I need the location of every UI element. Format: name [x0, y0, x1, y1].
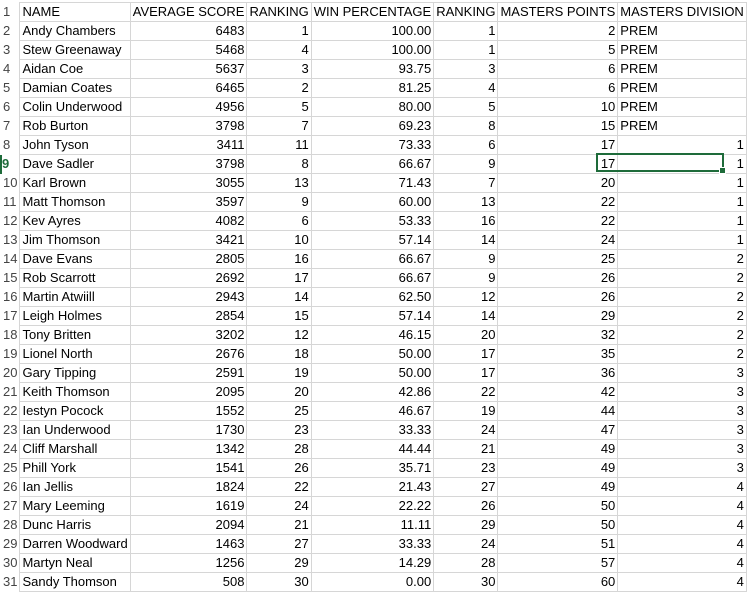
cell-name[interactable]: Ian Underwood	[20, 421, 130, 440]
cell-name[interactable]: Leigh Holmes	[20, 307, 130, 326]
table-row	[1, 250, 746, 269]
cell-win-percentage[interactable]: 46.67	[311, 402, 434, 421]
cell-win-percentage[interactable]: 22.22	[311, 497, 434, 516]
cell-ranking[interactable]: 10	[247, 231, 311, 250]
row-number[interactable]: 3	[1, 41, 20, 60]
cell-masters-division[interactable]: 1	[618, 212, 747, 231]
header-cell-ranking-2[interactable]: RANKING	[434, 3, 498, 22]
cell-masters-points[interactable]: 50	[498, 516, 618, 535]
cell-name[interactable]: Karl Brown	[20, 174, 130, 193]
cell-average-score[interactable]: 1463	[130, 535, 247, 554]
row-number[interactable]: 15	[1, 269, 20, 288]
cell-name[interactable]: Jim Thomson	[20, 231, 130, 250]
row-number[interactable]: 12	[1, 212, 20, 231]
row-number[interactable]: 23	[1, 421, 20, 440]
row-number[interactable]: 28	[1, 516, 20, 535]
cell-win-percentage[interactable]: 0.00	[311, 573, 434, 592]
cell-masters-points[interactable]: 51	[498, 535, 618, 554]
cell-ranking[interactable]: 23	[247, 421, 311, 440]
cell-ranking-2[interactable]: 1	[434, 41, 498, 60]
table-row	[1, 326, 746, 345]
cell-win-percentage[interactable]: 100.00	[311, 22, 434, 41]
cell-name[interactable]: Iestyn Pocock	[20, 402, 130, 421]
table-row	[1, 383, 746, 402]
cell-name[interactable]: Cliff Marshall	[20, 440, 130, 459]
cell-masters-points[interactable]: 15	[498, 117, 618, 136]
cell-ranking-2[interactable]: 14	[434, 307, 498, 326]
cell-win-percentage[interactable]: 57.14	[311, 231, 434, 250]
cell-win-percentage[interactable]: 46.15	[311, 326, 434, 345]
cell-ranking[interactable]: 15	[247, 307, 311, 326]
cell-masters-division[interactable]: 2	[618, 326, 747, 345]
cell-masters-division[interactable]: PREM	[618, 41, 747, 60]
cell-ranking-2[interactable]: 23	[434, 459, 498, 478]
cell-average-score[interactable]: 1342	[130, 440, 247, 459]
cell-ranking-2[interactable]: 30	[434, 573, 498, 592]
cell-masters-division[interactable]: 2	[618, 345, 747, 364]
cell-ranking[interactable]: 30	[247, 573, 311, 592]
cell-average-score[interactable]: 3798	[130, 155, 247, 174]
cell-name[interactable]: Tony Britten	[20, 326, 130, 345]
cell-masters-points[interactable]: 5	[498, 41, 618, 60]
cell-masters-points[interactable]: 24	[498, 231, 618, 250]
cell-ranking-2[interactable]: 9	[434, 250, 498, 269]
header-cell-win-percentage[interactable]: WIN PERCENTAGE	[311, 3, 434, 22]
cell-ranking-2[interactable]: 12	[434, 288, 498, 307]
cell-ranking[interactable]: 14	[247, 288, 311, 307]
table-row	[1, 41, 746, 60]
data-grid	[0, 2, 747, 592]
cell-average-score[interactable]: 2094	[130, 516, 247, 535]
table-row	[1, 573, 746, 592]
table-row	[1, 497, 746, 516]
cell-masters-points[interactable]: 44	[498, 402, 618, 421]
table-row	[1, 117, 746, 136]
cell-average-score[interactable]: 3411	[130, 136, 247, 155]
cell-ranking-2[interactable]: 17	[434, 345, 498, 364]
cell-average-score[interactable]: 2692	[130, 269, 247, 288]
row-number[interactable]: 8	[1, 136, 20, 155]
cell-masters-points[interactable]: 26	[498, 288, 618, 307]
cell-average-score[interactable]: 1730	[130, 421, 247, 440]
header-cell-average-score[interactable]: AVERAGE SCORE	[130, 3, 247, 22]
cell-ranking-2[interactable]: 7	[434, 174, 498, 193]
cell-ranking[interactable]: 13	[247, 174, 311, 193]
row-number[interactable]: 11	[1, 193, 20, 212]
table-row	[1, 516, 746, 535]
cell-masters-division[interactable]: 4	[618, 573, 747, 592]
cell-ranking[interactable]: 19	[247, 364, 311, 383]
cell-average-score[interactable]: 2854	[130, 307, 247, 326]
cell-ranking-2[interactable]: 29	[434, 516, 498, 535]
cell-masters-division[interactable]: 3	[618, 440, 747, 459]
cell-masters-division[interactable]: 1	[618, 174, 747, 193]
cell-win-percentage[interactable]: 57.14	[311, 307, 434, 326]
cell-ranking-2[interactable]: 26	[434, 497, 498, 516]
cell-win-percentage[interactable]: 71.43	[311, 174, 434, 193]
cell-ranking[interactable]: 21	[247, 516, 311, 535]
table-row	[1, 478, 746, 497]
cell-masters-division[interactable]: PREM	[618, 98, 747, 117]
cell-name[interactable]: Dunc Harris	[20, 516, 130, 535]
cell-masters-points[interactable]: 6	[498, 60, 618, 79]
row-number[interactable]: 21	[1, 383, 20, 402]
cell-average-score[interactable]: 5468	[130, 41, 247, 60]
table-row	[1, 22, 746, 41]
table-row	[1, 554, 746, 573]
cell-masters-points[interactable]: 49	[498, 459, 618, 478]
table-row	[1, 174, 746, 193]
cell-ranking[interactable]: 18	[247, 345, 311, 364]
cell-win-percentage[interactable]: 80.00	[311, 98, 434, 117]
cell-masters-division[interactable]: 4	[618, 516, 747, 535]
cell-masters-points[interactable]: 6	[498, 79, 618, 98]
cell-name[interactable]: Mary Leeming	[20, 497, 130, 516]
cell-win-percentage[interactable]: 62.50	[311, 288, 434, 307]
cell-name[interactable]: Andy Chambers	[20, 22, 130, 41]
cell-ranking[interactable]: 11	[247, 136, 311, 155]
cell-name[interactable]: Rob Burton	[20, 117, 130, 136]
table-row	[1, 364, 746, 383]
cell-name[interactable]: Rob Scarrott	[20, 269, 130, 288]
cell-masters-points[interactable]: 60	[498, 573, 618, 592]
cell-average-score[interactable]: 5637	[130, 60, 247, 79]
cell-name[interactable]: John Tyson	[20, 136, 130, 155]
cell-average-score[interactable]: 1541	[130, 459, 247, 478]
cell-win-percentage[interactable]: 33.33	[311, 535, 434, 554]
cell-ranking[interactable]: 12	[247, 326, 311, 345]
cell-masters-division[interactable]: 3	[618, 402, 747, 421]
table-row	[1, 212, 746, 231]
row-number[interactable]: 18	[1, 326, 20, 345]
table-row	[1, 535, 746, 554]
cell-ranking[interactable]: 22	[247, 478, 311, 497]
cell-ranking-2[interactable]: 24	[434, 421, 498, 440]
header-cell-name[interactable]: NAME	[20, 3, 130, 22]
cell-ranking[interactable]: 6	[247, 212, 311, 231]
row-number[interactable]: 26	[1, 478, 20, 497]
table-row	[1, 269, 746, 288]
row-number[interactable]: 14	[1, 250, 20, 269]
cell-win-percentage[interactable]: 53.33	[311, 212, 434, 231]
cell-masters-division[interactable]: 3	[618, 421, 747, 440]
cell-masters-points[interactable]: 29	[498, 307, 618, 326]
cell-ranking-2[interactable]: 22	[434, 383, 498, 402]
cell-win-percentage[interactable]: 42.86	[311, 383, 434, 402]
cell-win-percentage[interactable]: 66.67	[311, 250, 434, 269]
cell-ranking-2[interactable]: 24	[434, 535, 498, 554]
cell-masters-division[interactable]: PREM	[618, 79, 747, 98]
cell-average-score[interactable]: 1256	[130, 554, 247, 573]
cell-name[interactable]: Dave Evans	[20, 250, 130, 269]
cell-masters-division[interactable]: PREM	[618, 22, 747, 41]
header-row	[1, 3, 746, 22]
cell-ranking-2[interactable]: 16	[434, 212, 498, 231]
cell-name[interactable]: Keith Thomson	[20, 383, 130, 402]
cell-average-score[interactable]: 3421	[130, 231, 247, 250]
cell-masters-points[interactable]: 47	[498, 421, 618, 440]
cell-name[interactable]: Aidan Coe	[20, 60, 130, 79]
cell-ranking-2[interactable]: 3	[434, 60, 498, 79]
cell-ranking[interactable]: 5	[247, 98, 311, 117]
cell-ranking-2[interactable]: 13	[434, 193, 498, 212]
cell-masters-points[interactable]: 36	[498, 364, 618, 383]
cell-win-percentage[interactable]: 50.00	[311, 364, 434, 383]
cell-masters-division[interactable]: 1	[618, 231, 747, 250]
cell-masters-division[interactable]: 3	[618, 364, 747, 383]
cell-average-score[interactable]: 2943	[130, 288, 247, 307]
cell-ranking[interactable]: 4	[247, 41, 311, 60]
table-row	[1, 231, 746, 250]
row-number[interactable]: 30	[1, 554, 20, 573]
cell-masters-division[interactable]: 2	[618, 269, 747, 288]
cell-ranking[interactable]: 3	[247, 60, 311, 79]
cell-masters-division[interactable]: 4	[618, 478, 747, 497]
cell-ranking[interactable]: 29	[247, 554, 311, 573]
cell-average-score[interactable]: 1552	[130, 402, 247, 421]
cell-ranking[interactable]: 17	[247, 269, 311, 288]
cell-masters-points[interactable]: 49	[498, 440, 618, 459]
cell-masters-division[interactable]: 4	[618, 554, 747, 573]
cell-ranking-2[interactable]: 8	[434, 117, 498, 136]
cell-ranking-2[interactable]: 1	[434, 22, 498, 41]
cell-win-percentage[interactable]: 69.23	[311, 117, 434, 136]
header-cell-masters-points[interactable]: MASTERS POINTS	[498, 3, 618, 22]
row-number[interactable]: 27	[1, 497, 20, 516]
cell-masters-points[interactable]: 49	[498, 478, 618, 497]
row-number[interactable]: 22	[1, 402, 20, 421]
cell-name[interactable]: Gary Tipping	[20, 364, 130, 383]
cell-win-percentage[interactable]: 21.43	[311, 478, 434, 497]
row-number[interactable]: 2	[1, 22, 20, 41]
table-row	[1, 136, 746, 155]
cell-masters-division[interactable]: PREM	[618, 60, 747, 79]
cell-masters-division[interactable]: 2	[618, 288, 747, 307]
cell-ranking-2[interactable]: 20	[434, 326, 498, 345]
cell-ranking-2[interactable]: 9	[434, 269, 498, 288]
cell-ranking[interactable]: 25	[247, 402, 311, 421]
table-row	[1, 345, 746, 364]
cell-ranking[interactable]: 27	[247, 535, 311, 554]
cell-ranking-2[interactable]: 9	[434, 155, 498, 174]
cell-masters-division[interactable]: 4	[618, 535, 747, 554]
cell-name[interactable]: Phill York	[20, 459, 130, 478]
row-number[interactable]: 13	[1, 231, 20, 250]
cell-masters-points[interactable]: 17	[498, 136, 618, 155]
cell-average-score[interactable]: 6465	[130, 79, 247, 98]
cell-average-score[interactable]: 2591	[130, 364, 247, 383]
header-cell-masters-division[interactable]: MASTERS DIVISION	[618, 3, 747, 22]
cell-name[interactable]: Martin Atwiill	[20, 288, 130, 307]
table-row	[1, 440, 746, 459]
table-row	[1, 459, 746, 478]
cell-average-score[interactable]: 6483	[130, 22, 247, 41]
cell-win-percentage[interactable]: 50.00	[311, 345, 434, 364]
row-number[interactable]: 25	[1, 459, 20, 478]
cell-masters-division[interactable]: 4	[618, 497, 747, 516]
cell-ranking-2[interactable]: 6	[434, 136, 498, 155]
row-number[interactable]: 29	[1, 535, 20, 554]
cell-ranking-2[interactable]: 14	[434, 231, 498, 250]
cell-ranking[interactable]: 8	[247, 155, 311, 174]
header-cell-ranking[interactable]: RANKING	[247, 3, 311, 22]
cell-average-score[interactable]: 1619	[130, 497, 247, 516]
table-row	[1, 155, 746, 174]
cell-masters-points[interactable]: 25	[498, 250, 618, 269]
table-row	[1, 98, 746, 117]
cell-win-percentage[interactable]: 66.67	[311, 269, 434, 288]
row-number[interactable]: 31	[1, 573, 20, 592]
cell-ranking-2[interactable]: 21	[434, 440, 498, 459]
cell-masters-points[interactable]: 22	[498, 193, 618, 212]
table-row	[1, 307, 746, 326]
table-row	[1, 79, 746, 98]
cell-average-score[interactable]: 3597	[130, 193, 247, 212]
cell-ranking-2[interactable]: 28	[434, 554, 498, 573]
cell-ranking[interactable]: 20	[247, 383, 311, 402]
row-number[interactable]: 7	[1, 117, 20, 136]
cell-average-score[interactable]: 2676	[130, 345, 247, 364]
cell-average-score[interactable]: 2095	[130, 383, 247, 402]
cell-ranking-2[interactable]: 19	[434, 402, 498, 421]
cell-win-percentage[interactable]: 44.44	[311, 440, 434, 459]
cell-name[interactable]: Lionel North	[20, 345, 130, 364]
cell-masters-division[interactable]: 1	[618, 136, 747, 155]
cell-ranking[interactable]: 2	[247, 79, 311, 98]
cell-win-percentage[interactable]: 35.71	[311, 459, 434, 478]
cell-masters-points[interactable]: 2	[498, 22, 618, 41]
cell-average-score[interactable]: 3055	[130, 174, 247, 193]
cell-masters-division[interactable]: 3	[618, 383, 747, 402]
cell-average-score[interactable]: 3798	[130, 117, 247, 136]
cell-win-percentage[interactable]: 66.67	[311, 155, 434, 174]
table-row	[1, 193, 746, 212]
cell-masters-division[interactable]: 3	[618, 459, 747, 478]
cell-average-score[interactable]: 1824	[130, 478, 247, 497]
row-number[interactable]: 10	[1, 174, 20, 193]
cell-win-percentage[interactable]: 33.33	[311, 421, 434, 440]
table-row	[1, 421, 746, 440]
cell-masters-points[interactable]: 50	[498, 497, 618, 516]
cell-win-percentage[interactable]: 73.33	[311, 136, 434, 155]
row-number[interactable]: 1	[1, 3, 20, 22]
row-number[interactable]: 17	[1, 307, 20, 326]
cell-win-percentage[interactable]: 11.11	[311, 516, 434, 535]
cell-name[interactable]: Ian Jellis	[20, 478, 130, 497]
cell-average-score[interactable]: 2805	[130, 250, 247, 269]
cell-average-score[interactable]: 4956	[130, 98, 247, 117]
cell-ranking-2[interactable]: 17	[434, 364, 498, 383]
cell-win-percentage[interactable]: 81.25	[311, 79, 434, 98]
cell-win-percentage[interactable]: 60.00	[311, 193, 434, 212]
cell-name[interactable]: Sandy Thomson	[20, 573, 130, 592]
cell-ranking[interactable]: 9	[247, 193, 311, 212]
cell-masters-points[interactable]: 10	[498, 98, 618, 117]
cell-average-score[interactable]: 4082	[130, 212, 247, 231]
row-number[interactable]: 6	[1, 98, 20, 117]
cell-win-percentage[interactable]: 100.00	[311, 41, 434, 60]
row-number[interactable]: 4	[1, 60, 20, 79]
cell-masters-division[interactable]: 2	[618, 250, 747, 269]
cell-ranking[interactable]: 26	[247, 459, 311, 478]
cell-ranking-2[interactable]: 5	[434, 98, 498, 117]
table-row	[1, 288, 746, 307]
cell-ranking[interactable]: 24	[247, 497, 311, 516]
cell-masters-points[interactable]: 20	[498, 174, 618, 193]
cell-masters-points[interactable]: 57	[498, 554, 618, 573]
cell-ranking[interactable]: 28	[247, 440, 311, 459]
cell-masters-points[interactable]: 42	[498, 383, 618, 402]
cell-ranking-2[interactable]: 27	[434, 478, 498, 497]
cell-name[interactable]: Matt Thomson	[20, 193, 130, 212]
cell-name[interactable]: Kev Ayres	[20, 212, 130, 231]
row-number[interactable]: 9	[1, 155, 20, 174]
cell-average-score[interactable]: 3202	[130, 326, 247, 345]
row-number[interactable]: 24	[1, 440, 20, 459]
cell-masters-division[interactable]: 1	[618, 193, 747, 212]
cell-masters-points[interactable]: 17	[498, 155, 618, 174]
table-row	[1, 402, 746, 421]
cell-name[interactable]: Darren Woodward	[20, 535, 130, 554]
cell-name[interactable]: Stew Greenaway	[20, 41, 130, 60]
cell-masters-points[interactable]: 26	[498, 269, 618, 288]
cell-name[interactable]: Colin Underwood	[20, 98, 130, 117]
cell-name[interactable]: Martyn Neal	[20, 554, 130, 573]
row-number[interactable]: 20	[1, 364, 20, 383]
cell-average-score[interactable]: 508	[130, 573, 247, 592]
cell-ranking[interactable]: 7	[247, 117, 311, 136]
cell-ranking[interactable]: 1	[247, 22, 311, 41]
cell-masters-division[interactable]: 2	[618, 307, 747, 326]
cell-name[interactable]: Damian Coates	[20, 79, 130, 98]
cell-masters-division[interactable]: 1	[618, 155, 747, 174]
cell-masters-points[interactable]: 22	[498, 212, 618, 231]
table-row	[1, 60, 746, 79]
cell-masters-division[interactable]: PREM	[618, 117, 747, 136]
cell-masters-points[interactable]: 35	[498, 345, 618, 364]
row-number[interactable]: 16	[1, 288, 20, 307]
row-number[interactable]: 19	[1, 345, 20, 364]
cell-ranking-2[interactable]: 4	[434, 79, 498, 98]
cell-win-percentage[interactable]: 93.75	[311, 60, 434, 79]
cell-win-percentage[interactable]: 14.29	[311, 554, 434, 573]
row-number[interactable]: 5	[1, 79, 20, 98]
cell-masters-points[interactable]: 32	[498, 326, 618, 345]
cell-ranking[interactable]: 16	[247, 250, 311, 269]
cell-name[interactable]: Dave Sadler	[20, 155, 130, 174]
grid-body	[1, 3, 746, 592]
